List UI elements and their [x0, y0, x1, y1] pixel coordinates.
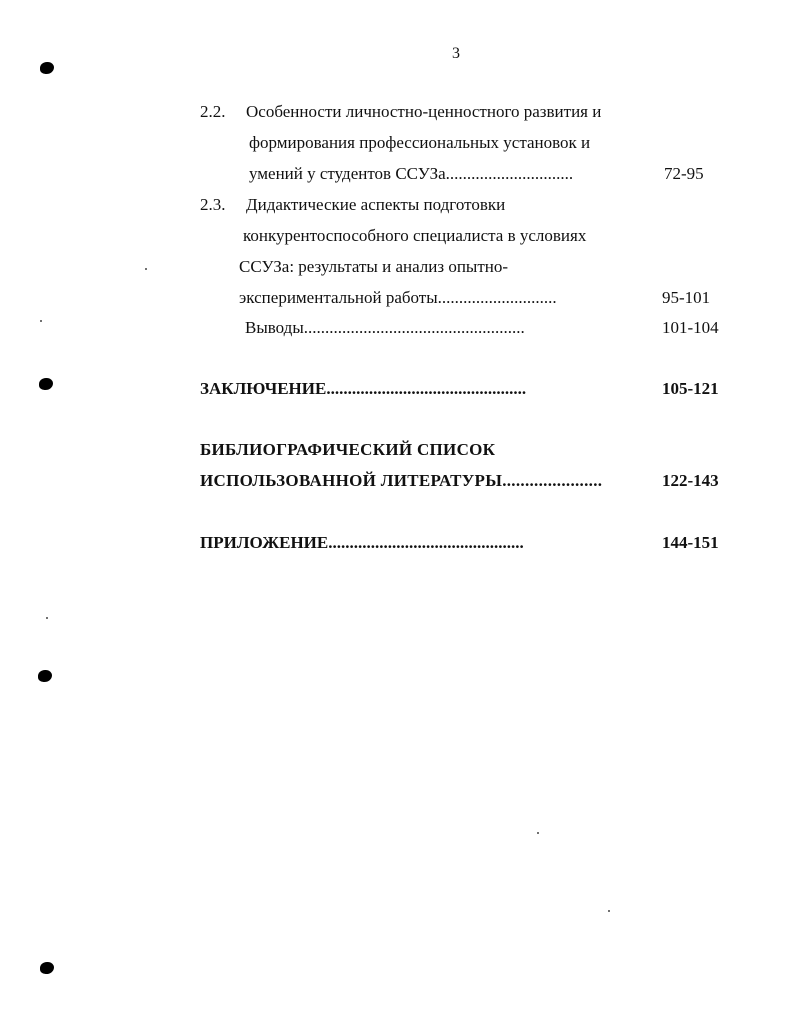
punch-hole-mark — [38, 670, 52, 682]
scan-speck — [608, 910, 610, 912]
toc-entry-2-2-title-line1: Особенности личностно-ценностного развития и — [246, 102, 602, 121]
toc-entry-zaklyuchenie-pages: 105-121 — [662, 379, 719, 398]
scan-speck — [46, 617, 48, 619]
toc-entry-2-2-title-line3: умений у студентов ССУЗа.............................. — [249, 164, 574, 183]
toc-entry-bibliography-line2: ИСПОЛЬЗОВАННОЙ ЛИТЕРАТУРЫ...................... — [200, 471, 603, 490]
toc-entry-2-3-pages: 95-101 — [662, 288, 711, 307]
toc-entry-2-2-number: 2.2. — [200, 102, 226, 121]
toc-entry-bibliography-line1: БИБЛИОГРАФИЧЕСКИЙ СПИСОК — [200, 440, 496, 459]
toc-entry-2-3-number: 2.3. — [200, 195, 226, 214]
toc-entry-2-3-title-line4: экспериментальной работы............................ — [239, 288, 557, 307]
scan-speck — [40, 320, 42, 322]
toc-entry-2-3-title-line2: конкурентоспособного специалиста в условиях — [243, 226, 587, 245]
toc-entry-zaklyuchenie-label: ЗАКЛЮЧЕНИЕ............................................... — [200, 379, 527, 398]
toc-entry-2-3-title-line3: ССУЗа: результаты и анализ опытно- — [239, 257, 509, 276]
punch-hole-mark — [39, 378, 53, 390]
scan-speck — [145, 268, 147, 270]
punch-hole-mark — [40, 962, 54, 974]
page-number: 3 — [452, 45, 460, 62]
toc-entry-conclusions-label: Выводы.................................................... — [245, 318, 525, 337]
toc-entry-2-2-pages: 72-95 — [664, 164, 704, 183]
toc-entry-bibliography-pages: 122-143 — [662, 471, 719, 490]
toc-entry-2-3-title-line1: Дидактические аспекты подготовки — [246, 195, 506, 214]
toc-entry-2-2-title-line2: формирования профессиональных установок и — [249, 133, 591, 152]
punch-hole-mark — [40, 62, 54, 74]
toc-entry-conclusions-pages: 101-104 — [662, 318, 719, 337]
toc-entry-prilozhenie-pages: 144-151 — [662, 533, 719, 552]
toc-entry-prilozhenie-label: ПРИЛОЖЕНИЕ.............................................. — [200, 533, 524, 552]
scan-speck — [537, 832, 539, 834]
